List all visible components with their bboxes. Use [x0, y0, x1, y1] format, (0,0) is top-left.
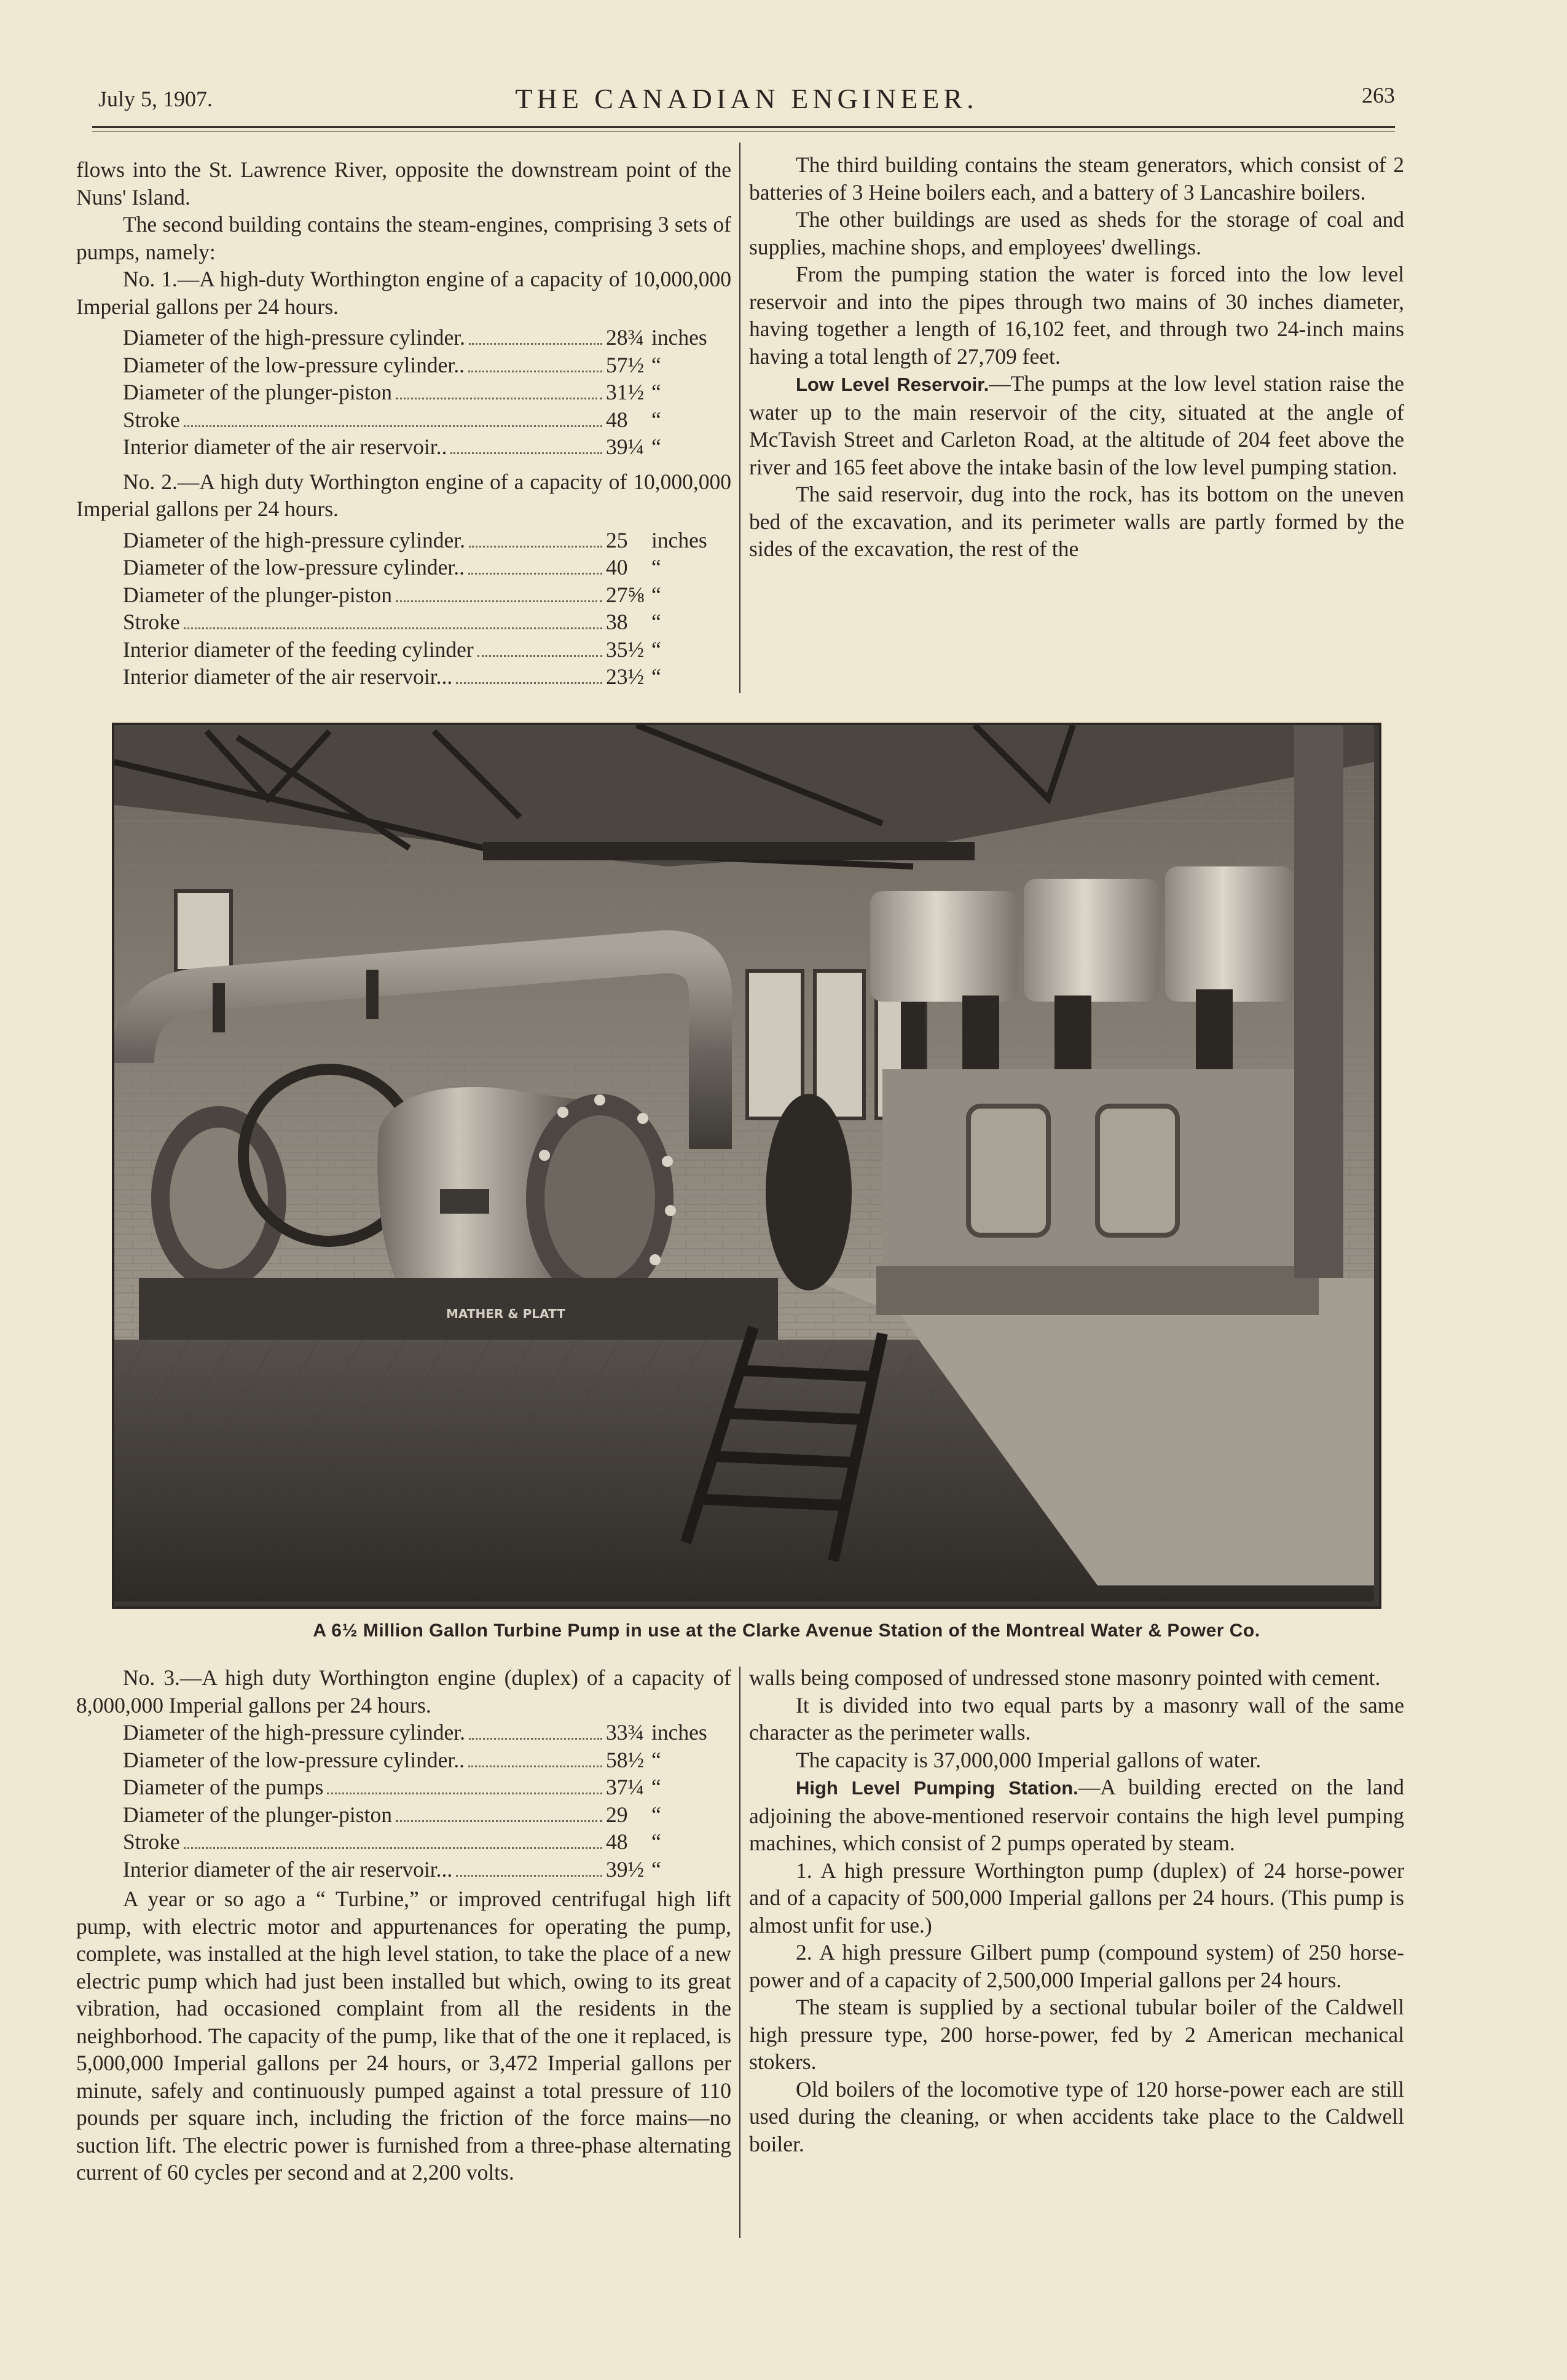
- spec-row: Interior diameter of the air reservoir... 39½ “: [123, 1856, 661, 1882]
- running-header: [98, 83, 1395, 123]
- paragraph: The second building contains the steam-engines, comprising 3 sets of pumps, namely:: [76, 212, 731, 264]
- paragraph: The steam is supplied by a sectional tubular boiler of the Caldwell high pressure type, 200 horse-power, fed by 2 American mechanical stokers.: [749, 1995, 1404, 2074]
- section-heading: High Level Pumping Station.: [796, 1777, 1078, 1799]
- spec-row: Interior diameter of the air reservoir.. 39¼ “: [123, 434, 661, 459]
- top-left-column: [76, 156, 731, 698]
- bottom-right-column: [749, 1664, 1404, 2158]
- paragraph: 1. A high pressure Worthington pump (duplex) of 24 horse-power and of a capacity of 500,000 Imperial gallons per 24 hours. (This pump is almost unfit for use.): [749, 1858, 1404, 1938]
- top-right-column: [749, 151, 1404, 563]
- section-heading: Low Level Reservoir.: [796, 374, 989, 395]
- paragraph: Old boilers of the locomotive type of 120 horse-power each are still used during the cleaning, or when accidents take place to the Caldwell boiler.: [749, 2076, 1404, 2156]
- column-divider-top: [739, 143, 740, 693]
- header-rule-top: [92, 126, 1395, 128]
- spec-row: Diameter of the low-pressure cylinder.. 40 “: [123, 555, 661, 579]
- spec-row: Diameter of the high-pressure cylinder. 28¾ inches: [123, 325, 707, 350]
- spec-row: Diameter of the high-pressure cylinder. 25 inches: [123, 527, 707, 552]
- paragraph: No. 1.—A high-duty Worthington engine of a capacity of 10,000,000 Imperial gallons per 24 hours.: [76, 267, 731, 319]
- spec-row: Interior diameter of the air reservoir... 23½ “: [123, 664, 661, 689]
- paragraph: The said reservoir, dug into the rock, has its bottom on the uneven bed of the excavation, and its perimeter walls are partly formed by the sides of the excavation, the rest of the: [749, 482, 1404, 561]
- paragraph: 2. A high pressure Gilbert pump (compound system) of 250 horse-power and of a capacity of 2,500,000 Imperial gallons per 24 hours.: [749, 1940, 1404, 1992]
- paragraph: Low Level Reservoir.—The pumps at the low level station raise the water up to the main reservoir of the city, situated at the angle of McTavish Street and Carleton Road, at the altitude of 204 feet above the river and 165 feet above the intake basin of the low level pumping station.: [749, 371, 1404, 479]
- page-number: 263: [1362, 83, 1395, 108]
- paragraph: No. 3.—A high duty Worthington engine (duplex) of a capacity of 8,000,000 Imperial gallons per 24 hours.: [76, 1665, 731, 1718]
- journal-title: THE CANADIAN ENGINEER.: [515, 83, 978, 114]
- spec-row: Diameter of the low-pressure cylinder.. 57½ “: [123, 352, 661, 377]
- maker-plate-text: MATHER & PLATT: [446, 1306, 565, 1321]
- paragraph: High Level Pumping Station.—A building erected on the land adjoining the above-mentioned reservoir contains the high level pumping machines, which consist of 2 pumps operated by steam.: [749, 1775, 1405, 1855]
- spec-row: Stroke 48 “: [123, 1829, 661, 1854]
- paragraph: The capacity is 37,000,000 Imperial gallons of water.: [796, 1747, 1262, 1772]
- spec-table-engine-2: [76, 527, 731, 691]
- bottom-left-column: [76, 1664, 731, 2186]
- spec-row: Diameter of the plunger-piston 29 “: [123, 1802, 661, 1827]
- spec-row: Stroke 38 “: [123, 610, 661, 634]
- column-divider-bottom: [739, 1667, 740, 2238]
- spec-table-engine-3: [76, 1719, 731, 1883]
- paragraph: From the pumping station the water is forced into the low level reservoir and into the pipes through two mains of 30 inches diameter, having together a length of 16,102 feet, and through two 24-inch mains having a total length of 27,709 feet.: [749, 262, 1404, 369]
- header-rule-bottom: [92, 131, 1395, 132]
- spec-row: Diameter of the plunger-piston 27⅝ “: [123, 582, 661, 607]
- spec-row: Diameter of the plunger-piston 31½ “: [123, 380, 661, 404]
- spec-row: Interior diameter of the feeding cylinder 35½ “: [123, 637, 661, 662]
- spec-row: Diameter of the pumps 37¼ “: [123, 1775, 661, 1799]
- turbine-pump-photograph: [112, 723, 1381, 1609]
- spec-table-engine-1: [76, 324, 731, 461]
- spec-row: Stroke 48 “: [123, 407, 661, 432]
- paragraph: walls being composed of undressed stone masonry pointed with cement.: [749, 1665, 1381, 1690]
- paragraph: The other buildings are used as sheds for the storage of coal and supplies, machine shops, and employees' dwellings.: [749, 207, 1404, 259]
- spec-row: Diameter of the high-pressure cylinder. 33¾ inches: [123, 1720, 707, 1745]
- paragraph: It is divided into two equal parts by a masonry wall of the same character as the perimeter walls.: [749, 1692, 1404, 1745]
- paragraph: The third building contains the steam generators, which consist of 2 batteries of 3 Heine boilers each, and a battery of 3 Lancashire boilers.: [749, 152, 1404, 205]
- paragraph: No. 2.—A high duty Worthington engine of a capacity of 10,000,000 Imperial gallons per 24 hours.: [76, 469, 731, 521]
- paragraph: flows into the St. Lawrence River, opposite the downstream point of the Nuns' Island.: [76, 157, 731, 210]
- paragraph: A year or so ago a “ Turbine,” or improved centrifugal high lift pump, with electric motor and appurtenances for operating the pump, complete, was installed at the high level station, to take the place of a new electric pump which had just been installed but which, owing to its great vibration, had occasioned complaint from all the residents in the neighborhood. The capacity of the pump, like that of the one it replaced, is 5,000,000 Imperial gallons per 24 hours, or 3,472 Imperial gallons per minute, safely and continuously pumped against a total pressure of 110 pounds per square inch, including the friction of the force mains—no suction lift. The electric power is furnished from a three-phase alternating current of 60 cycles per second and at 2,200 volts.: [76, 1887, 731, 2185]
- photo-caption: A 6½ Million Gallon Turbine Pump in use at the Clarke Avenue Station of the Montreal Water & Power Co.: [313, 1620, 1260, 1641]
- spec-row: Diameter of the low-pressure cylinder.. 58½ “: [123, 1747, 661, 1772]
- issue-date: July 5, 1907.: [98, 87, 213, 111]
